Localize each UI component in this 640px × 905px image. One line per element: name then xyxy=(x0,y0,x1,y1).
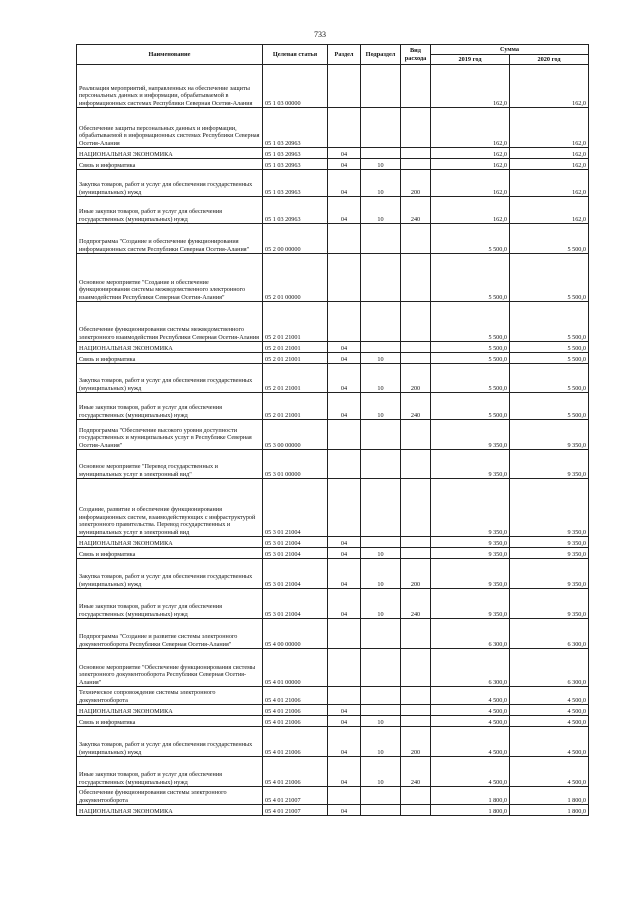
table-row xyxy=(77,254,589,302)
row-sum-2020: 9 350,0 xyxy=(510,450,589,479)
row-sum-2020: 162,0 xyxy=(510,148,589,159)
row-name: НАЦИОНАЛЬНАЯ ЭКОНОМИКА xyxy=(77,705,263,716)
row-section: 04 xyxy=(328,148,361,159)
row-name: Закупка товаров, работ и услуг для обеспечения государственных (муниципальных) нужд xyxy=(77,170,263,197)
row-section xyxy=(328,65,361,108)
table-row xyxy=(77,649,589,687)
row-section xyxy=(328,479,361,537)
row-expense-type xyxy=(401,159,431,170)
row-expense-type xyxy=(401,649,431,687)
row-subsection xyxy=(361,479,401,537)
row-sum-2020: 6 300,0 xyxy=(510,619,589,649)
row-subsection xyxy=(361,254,401,302)
row-sum-2019: 9 350,0 xyxy=(431,479,510,537)
row-subsection: 10 xyxy=(361,757,401,787)
row-sum-2019: 9 350,0 xyxy=(431,450,510,479)
row-expense-type xyxy=(401,342,431,353)
row-subsection xyxy=(361,787,401,805)
header-name: Наименование xyxy=(77,45,263,65)
row-sum-2019: 1 800,0 xyxy=(431,787,510,805)
row-subsection: 10 xyxy=(361,197,401,224)
row-sum-2019: 162,0 xyxy=(431,197,510,224)
row-sum-2020: 4 500,0 xyxy=(510,705,589,716)
row-name: Обеспечение функционирования системы электронного документооборота xyxy=(77,787,263,805)
row-subsection xyxy=(361,224,401,254)
row-name: Техническое сопровождение системы электронного документооборота xyxy=(77,687,263,705)
row-sum-2019: 9 350,0 xyxy=(431,548,510,559)
row-target-code: 05 3 01 00000 xyxy=(263,450,328,479)
row-sum-2019: 4 500,0 xyxy=(431,757,510,787)
row-sum-2020: 5 500,0 xyxy=(510,353,589,364)
row-subsection xyxy=(361,687,401,705)
row-target-code: 05 3 00 00000 xyxy=(263,420,328,450)
row-expense-type xyxy=(401,619,431,649)
row-sum-2020: 4 500,0 xyxy=(510,727,589,757)
row-sum-2020: 162,0 xyxy=(510,197,589,224)
table-row xyxy=(77,559,589,589)
row-target-code: 05 4 01 21006 xyxy=(263,757,328,787)
table-row xyxy=(77,224,589,254)
row-target-code: 05 2 00 00000 xyxy=(263,224,328,254)
row-sum-2020: 162,0 xyxy=(510,159,589,170)
row-target-code: 05 2 01 21001 xyxy=(263,342,328,353)
row-expense-type: 240 xyxy=(401,393,431,420)
table-row xyxy=(77,65,589,108)
row-expense-type xyxy=(401,224,431,254)
row-section: 04 xyxy=(328,805,361,816)
row-subsection xyxy=(361,649,401,687)
header-2019: 2019 год xyxy=(431,55,510,65)
table-row xyxy=(77,727,589,757)
row-section xyxy=(328,420,361,450)
row-target-code: 05 3 01 21004 xyxy=(263,537,328,548)
table-row xyxy=(77,420,589,450)
table-row xyxy=(77,537,589,548)
row-target-code: 05 1 03 20963 xyxy=(263,148,328,159)
row-sum-2020: 1 800,0 xyxy=(510,805,589,816)
row-sum-2020: 5 500,0 xyxy=(510,224,589,254)
row-name: Подпрограмма "Обеспечение высокого уровня доступности государственных и муниципальных услуг в Республике Северная Осетия-Алания" xyxy=(77,420,263,450)
row-name: Иные закупки товаров, работ и услуг для обеспечения государственных (муниципальных) нужд xyxy=(77,757,263,787)
row-section xyxy=(328,302,361,342)
budget-table xyxy=(76,44,589,816)
row-sum-2020: 9 350,0 xyxy=(510,479,589,537)
row-target-code: 05 3 01 21004 xyxy=(263,479,328,537)
table-row xyxy=(77,450,589,479)
row-expense-type xyxy=(401,705,431,716)
row-name: Создание, развитие и обеспечение функционирования информационных систем, взаимодействующих с инфраструктурой электронного правительства. Перевод государственных и муниципальных услуг в электронный вид xyxy=(77,479,263,537)
row-expense-type: 240 xyxy=(401,757,431,787)
row-section: 04 xyxy=(328,589,361,619)
row-expense-type xyxy=(401,537,431,548)
row-sum-2020: 162,0 xyxy=(510,170,589,197)
row-target-code: 05 2 01 21001 xyxy=(263,393,328,420)
row-name: Подпрограмма "Создание и развитие системы электронного документооборота Республики Северная Осетия-Алания" xyxy=(77,619,263,649)
row-subsection xyxy=(361,420,401,450)
row-expense-type: 200 xyxy=(401,170,431,197)
header-target: Целевая статья xyxy=(263,45,328,65)
row-target-code: 05 1 03 20963 xyxy=(263,170,328,197)
table-row xyxy=(77,479,589,537)
table-row xyxy=(77,589,589,619)
row-sum-2019: 162,0 xyxy=(431,159,510,170)
row-sum-2019: 5 500,0 xyxy=(431,364,510,393)
row-section xyxy=(328,619,361,649)
table-row xyxy=(77,170,589,197)
table-row xyxy=(77,787,589,805)
row-sum-2020: 5 500,0 xyxy=(510,342,589,353)
row-sum-2020: 162,0 xyxy=(510,65,589,108)
row-target-code: 05 1 03 20963 xyxy=(263,197,328,224)
row-name: НАЦИОНАЛЬНАЯ ЭКОНОМИКА xyxy=(77,805,263,816)
row-name: Закупка товаров, работ и услуг для обеспечения государственных (муниципальных) нужд xyxy=(77,364,263,393)
row-subsection xyxy=(361,805,401,816)
row-sum-2020: 5 500,0 xyxy=(510,393,589,420)
row-sum-2019: 1 800,0 xyxy=(431,805,510,816)
row-target-code: 05 1 03 00000 xyxy=(263,65,328,108)
row-name: Связь и информатика xyxy=(77,159,263,170)
row-name: Основное мероприятие "Обеспечение функционирования системы электронного документооборота Республики Северная Осетия-Алания" xyxy=(77,649,263,687)
row-sum-2020: 9 350,0 xyxy=(510,559,589,589)
row-subsection: 10 xyxy=(361,364,401,393)
row-sum-2020: 9 350,0 xyxy=(510,548,589,559)
row-expense-type xyxy=(401,254,431,302)
row-subsection: 10 xyxy=(361,559,401,589)
row-sum-2019: 6 300,0 xyxy=(431,649,510,687)
row-section: 04 xyxy=(328,757,361,787)
row-expense-type xyxy=(401,548,431,559)
row-section: 04 xyxy=(328,548,361,559)
row-expense-type xyxy=(401,805,431,816)
header-2020: 2020 год xyxy=(510,55,589,65)
row-name: Обеспечение функционирования системы межведомственного электронного взаимодействия Республики Северная Осетия-Алания xyxy=(77,302,263,342)
page-number: 733 xyxy=(314,30,326,39)
row-subsection: 10 xyxy=(361,393,401,420)
row-section: 04 xyxy=(328,342,361,353)
row-name: НАЦИОНАЛЬНАЯ ЭКОНОМИКА xyxy=(77,148,263,159)
row-name: Связь и информатика xyxy=(77,548,263,559)
row-target-code: 05 4 01 21006 xyxy=(263,727,328,757)
row-target-code: 05 4 01 21006 xyxy=(263,687,328,705)
row-sum-2019: 6 300,0 xyxy=(431,619,510,649)
row-name: НАЦИОНАЛЬНАЯ ЭКОНОМИКА xyxy=(77,342,263,353)
row-sum-2020: 5 500,0 xyxy=(510,364,589,393)
row-sum-2019: 162,0 xyxy=(431,65,510,108)
row-name: Обеспечение защиты персональных данных и информации, обрабатываемой в информационных системах Республики Северная Осетия-Алания xyxy=(77,108,263,148)
row-name: Связь и информатика xyxy=(77,716,263,727)
row-sum-2020: 9 350,0 xyxy=(510,537,589,548)
row-section: 04 xyxy=(328,716,361,727)
row-subsection: 10 xyxy=(361,353,401,364)
row-expense-type: 200 xyxy=(401,727,431,757)
row-sum-2019: 4 500,0 xyxy=(431,716,510,727)
row-target-code: 05 4 00 00000 xyxy=(263,619,328,649)
row-name: Основное мероприятие "Перевод государственных и муниципальных услуг в электронный вид" xyxy=(77,450,263,479)
row-section: 04 xyxy=(328,353,361,364)
row-target-code: 05 4 01 21007 xyxy=(263,805,328,816)
row-subsection xyxy=(361,450,401,479)
table-row xyxy=(77,159,589,170)
row-sum-2020: 4 500,0 xyxy=(510,716,589,727)
row-name: Иные закупки товаров, работ и услуг для обеспечения государственных (муниципальных) нужд xyxy=(77,393,263,420)
row-sum-2020: 4 500,0 xyxy=(510,687,589,705)
table-row xyxy=(77,108,589,148)
row-expense-type xyxy=(401,787,431,805)
row-expense-type: 200 xyxy=(401,364,431,393)
row-section: 04 xyxy=(328,197,361,224)
row-subsection xyxy=(361,705,401,716)
row-section: 04 xyxy=(328,364,361,393)
table-row xyxy=(77,393,589,420)
table-row xyxy=(77,716,589,727)
row-subsection xyxy=(361,302,401,342)
row-section: 04 xyxy=(328,170,361,197)
row-subsection xyxy=(361,537,401,548)
row-sum-2020: 5 500,0 xyxy=(510,302,589,342)
table-row xyxy=(77,548,589,559)
row-expense-type xyxy=(401,479,431,537)
row-name: Подпрограмма "Создание и обеспечение функционирования информационных систем Республики Северная Осетия-Алания" xyxy=(77,224,263,254)
row-expense-type: 240 xyxy=(401,589,431,619)
row-section: 04 xyxy=(328,559,361,589)
row-sum-2020: 162,0 xyxy=(510,108,589,148)
row-section xyxy=(328,450,361,479)
row-target-code: 05 2 01 21001 xyxy=(263,364,328,393)
row-sum-2020: 9 350,0 xyxy=(510,589,589,619)
row-target-code: 05 1 03 20963 xyxy=(263,159,328,170)
row-target-code: 05 3 01 21004 xyxy=(263,548,328,559)
row-section xyxy=(328,687,361,705)
row-sum-2019: 9 350,0 xyxy=(431,420,510,450)
row-subsection xyxy=(361,148,401,159)
row-expense-type: 200 xyxy=(401,559,431,589)
row-sum-2019: 5 500,0 xyxy=(431,393,510,420)
row-name: Иные закупки товаров, работ и услуг для обеспечения государственных (муниципальных) нужд xyxy=(77,197,263,224)
row-expense-type xyxy=(401,420,431,450)
row-sum-2019: 162,0 xyxy=(431,108,510,148)
row-section: 04 xyxy=(328,537,361,548)
row-expense-type xyxy=(401,302,431,342)
row-subsection xyxy=(361,108,401,148)
row-expense-type xyxy=(401,65,431,108)
row-target-code: 05 3 01 21004 xyxy=(263,589,328,619)
row-expense-type: 240 xyxy=(401,197,431,224)
table-row xyxy=(77,148,589,159)
row-subsection: 10 xyxy=(361,716,401,727)
row-expense-type xyxy=(401,716,431,727)
row-subsection xyxy=(361,342,401,353)
table-row xyxy=(77,353,589,364)
row-sum-2019: 4 500,0 xyxy=(431,687,510,705)
row-section xyxy=(328,254,361,302)
table-row xyxy=(77,364,589,393)
header-section: Раздел xyxy=(328,45,361,65)
row-section xyxy=(328,224,361,254)
row-section: 04 xyxy=(328,727,361,757)
row-section: 04 xyxy=(328,159,361,170)
row-sum-2019: 5 500,0 xyxy=(431,302,510,342)
row-sum-2020: 9 350,0 xyxy=(510,420,589,450)
row-sum-2020: 1 800,0 xyxy=(510,787,589,805)
row-target-code: 05 2 01 00000 xyxy=(263,254,328,302)
row-name: НАЦИОНАЛЬНАЯ ЭКОНОМИКА xyxy=(77,537,263,548)
row-name: Реализация мероприятий, направленных на обеспечение защиты персональных данных и информации, обрабатываемой в информационных системах Республики Северная Осетия-Алания xyxy=(77,65,263,108)
row-subsection: 10 xyxy=(361,548,401,559)
row-name: Связь и информатика xyxy=(77,353,263,364)
row-target-code: 05 2 01 21001 xyxy=(263,353,328,364)
row-sum-2019: 4 500,0 xyxy=(431,705,510,716)
row-subsection: 10 xyxy=(361,159,401,170)
row-expense-type xyxy=(401,353,431,364)
row-target-code: 05 4 01 00000 xyxy=(263,649,328,687)
table-row xyxy=(77,619,589,649)
row-expense-type xyxy=(401,450,431,479)
row-sum-2019: 4 500,0 xyxy=(431,727,510,757)
row-target-code: 05 4 01 21007 xyxy=(263,787,328,805)
row-subsection xyxy=(361,65,401,108)
row-sum-2019: 162,0 xyxy=(431,170,510,197)
header-sum: Сумма xyxy=(431,45,589,55)
row-target-code: 05 4 01 21006 xyxy=(263,705,328,716)
row-target-code: 05 3 01 21004 xyxy=(263,559,328,589)
row-sum-2019: 162,0 xyxy=(431,148,510,159)
row-subsection xyxy=(361,619,401,649)
table-row xyxy=(77,687,589,705)
row-section xyxy=(328,787,361,805)
row-sum-2019: 5 500,0 xyxy=(431,224,510,254)
row-sum-2019: 9 350,0 xyxy=(431,559,510,589)
row-name: Закупка товаров, работ и услуг для обеспечения государственных (муниципальных) нужд xyxy=(77,559,263,589)
row-section xyxy=(328,649,361,687)
row-sum-2020: 5 500,0 xyxy=(510,254,589,302)
row-target-code: 05 2 01 21001 xyxy=(263,302,328,342)
row-name: Закупка товаров, работ и услуг для обеспечения государственных (муниципальных) нужд xyxy=(77,727,263,757)
row-sum-2019: 9 350,0 xyxy=(431,537,510,548)
row-subsection: 10 xyxy=(361,170,401,197)
row-subsection: 10 xyxy=(361,727,401,757)
row-expense-type xyxy=(401,148,431,159)
row-subsection: 10 xyxy=(361,589,401,619)
row-sum-2019: 5 500,0 xyxy=(431,342,510,353)
row-expense-type xyxy=(401,108,431,148)
row-sum-2019: 9 350,0 xyxy=(431,589,510,619)
row-sum-2020: 6 300,0 xyxy=(510,649,589,687)
table-row xyxy=(77,302,589,342)
table-row xyxy=(77,197,589,224)
row-expense-type xyxy=(401,687,431,705)
row-target-code: 05 1 03 20963 xyxy=(263,108,328,148)
table-row xyxy=(77,705,589,716)
row-section xyxy=(328,108,361,148)
table-row xyxy=(77,805,589,816)
header-expense-type: Вид расхода xyxy=(401,45,431,65)
row-name: Иные закупки товаров, работ и услуг для обеспечения государственных (муниципальных) нужд xyxy=(77,589,263,619)
row-sum-2020: 4 500,0 xyxy=(510,757,589,787)
row-sum-2019: 5 500,0 xyxy=(431,254,510,302)
row-name: Основное мероприятие "Создание и обеспечение функционирования системы межведомственного электронного взаимодействия Республики Северная Осетия-Алания" xyxy=(77,254,263,302)
table-row xyxy=(77,342,589,353)
table-body xyxy=(77,65,589,816)
row-section: 04 xyxy=(328,705,361,716)
row-target-code: 05 4 01 21006 xyxy=(263,716,328,727)
row-sum-2019: 5 500,0 xyxy=(431,353,510,364)
header-subsection: Подраздел xyxy=(361,45,401,65)
table-row xyxy=(77,757,589,787)
row-section: 04 xyxy=(328,393,361,420)
